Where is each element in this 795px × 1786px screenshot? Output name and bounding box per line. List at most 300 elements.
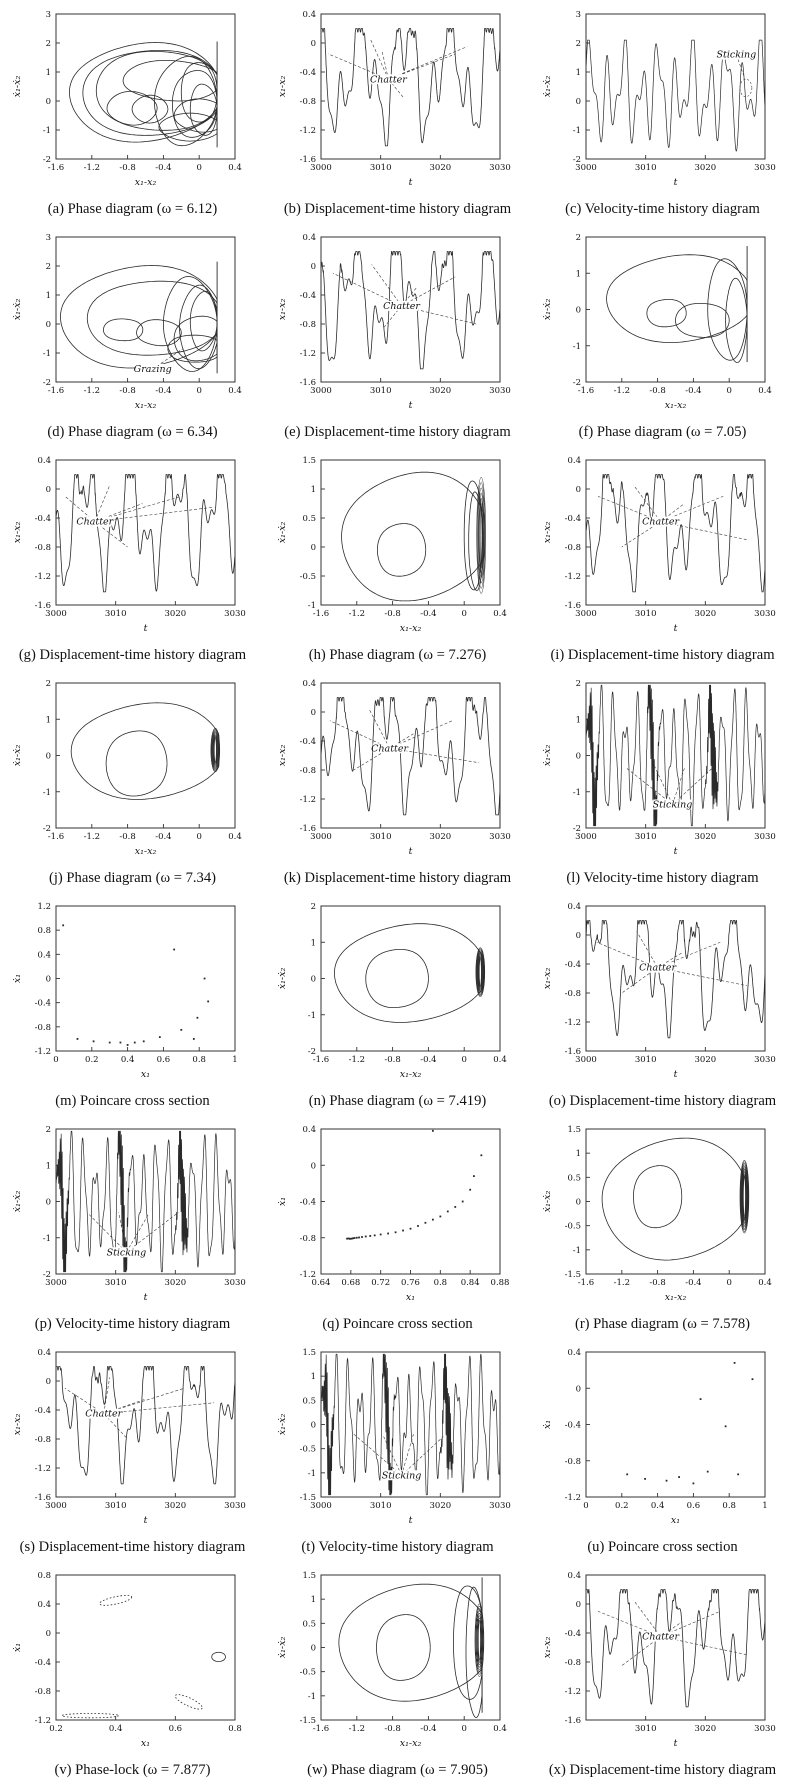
svg-text:3000: 3000 (310, 1501, 332, 1511)
svg-text:3010: 3010 (369, 386, 392, 396)
plot-k (265, 671, 530, 868)
svg-text:0.8: 0.8 (433, 1278, 448, 1288)
panel-p (0, 1117, 265, 1340)
svg-text:3010: 3010 (634, 832, 657, 842)
svg-text:1: 1 (575, 1149, 581, 1160)
x-axis-label: x₁-x₂ (134, 177, 157, 188)
svg-text:0.76: 0.76 (401, 1278, 420, 1288)
svg-text:-2: -2 (42, 155, 51, 165)
svg-text:3020: 3020 (164, 1278, 187, 1288)
svg-text:2: 2 (45, 1125, 51, 1135)
svg-text:-0.8: -0.8 (384, 1724, 401, 1734)
svg-text:0.8: 0.8 (37, 926, 51, 937)
svg-text:-1: -1 (572, 126, 581, 136)
svg-text:-0.8: -0.8 (299, 97, 316, 107)
plot-g (0, 448, 265, 645)
svg-text:-2: -2 (572, 378, 581, 388)
panel-d (0, 225, 265, 448)
panel-c (530, 2, 795, 225)
svg-text:-1.2: -1.2 (613, 386, 630, 396)
svg-text:3030: 3030 (489, 163, 511, 173)
svg-text:-1.2: -1.2 (299, 795, 316, 805)
svg-text:0.4: 0.4 (758, 386, 772, 396)
annotation-sticking: Sticking (652, 799, 693, 811)
panel-s (0, 1340, 265, 1563)
svg-text:0.4: 0.4 (37, 950, 51, 961)
svg-text:0.4: 0.4 (37, 456, 51, 466)
svg-text:0: 0 (310, 39, 316, 49)
svg-text:1: 1 (232, 1055, 238, 1065)
svg-text:0.4: 0.4 (567, 1571, 581, 1581)
svg-text:-1.6: -1.6 (299, 155, 316, 165)
svg-text:-0.5: -0.5 (299, 1444, 316, 1455)
panel-n (265, 894, 530, 1117)
svg-text:-1.2: -1.2 (348, 609, 365, 619)
caption-m: (m) Poincare cross section (55, 1093, 210, 1109)
svg-text:3020: 3020 (694, 609, 717, 619)
panel-h (265, 448, 530, 671)
svg-text:-1.6: -1.6 (564, 1047, 581, 1057)
svg-text:-0.8: -0.8 (299, 320, 316, 330)
caption-n: (n) Phase diagram (ω = 7.419) (308, 1093, 487, 1109)
svg-text:3030: 3030 (489, 386, 511, 396)
caption-d: (d) Phase diagram (ω = 6.34) (47, 424, 218, 440)
x-axis-label: t (408, 177, 413, 188)
svg-text:3: 3 (45, 233, 51, 243)
svg-text:-0.4: -0.4 (155, 832, 172, 842)
y-axis-label: ẋ₁-ẋ₂ (277, 521, 288, 544)
svg-text:-0.4: -0.4 (420, 1055, 437, 1065)
svg-text:0.5: 0.5 (567, 1173, 581, 1184)
svg-text:0: 0 (45, 1197, 51, 1208)
svg-text:-2: -2 (42, 824, 51, 834)
x-axis-label: x₁-x₂ (664, 400, 687, 411)
caption-r: (r) Phase diagram (ω = 7.578) (574, 1316, 751, 1332)
x-axis-label: x₁-x₂ (134, 846, 157, 857)
svg-text:0: 0 (53, 1055, 59, 1065)
svg-text:2: 2 (310, 902, 316, 912)
x-axis-label: x₁ (140, 1069, 151, 1080)
panel-b (265, 2, 530, 225)
y-axis-label: x₁-x₂ (12, 521, 23, 544)
svg-text:1: 1 (45, 291, 51, 301)
svg-text:-1.2: -1.2 (83, 163, 100, 173)
svg-text:-0.8: -0.8 (34, 543, 51, 553)
x-axis-label: t (143, 1515, 148, 1526)
x-axis-label: t (673, 623, 678, 634)
y-axis-label: ẋ₁-ẋ₂ (277, 967, 288, 990)
panel-q (265, 1117, 530, 1340)
svg-text:3010: 3010 (634, 609, 657, 619)
svg-text:-0.8: -0.8 (119, 163, 136, 173)
svg-text:-0.8: -0.8 (564, 1456, 581, 1467)
svg-text:3020: 3020 (429, 386, 452, 396)
x-axis-label: t (673, 1738, 678, 1749)
caption-o: (o) Displacement-time history diagram (548, 1093, 777, 1109)
x-axis-label: t (673, 846, 678, 857)
svg-text:0.4: 0.4 (228, 386, 242, 396)
svg-text:-1: -1 (42, 787, 51, 798)
svg-text:0: 0 (575, 305, 581, 316)
svg-text:1: 1 (45, 68, 51, 78)
svg-text:-1.6: -1.6 (34, 601, 51, 611)
svg-text:1.5: 1.5 (302, 1571, 316, 1581)
caption-v: (v) Phase-lock (ω = 7.877) (54, 1762, 211, 1778)
svg-text:-0.4: -0.4 (420, 609, 437, 619)
annotation-chatter: Chatter (85, 1408, 123, 1420)
svg-text:3010: 3010 (104, 1501, 127, 1511)
svg-text:3030: 3030 (489, 832, 511, 842)
svg-text:3020: 3020 (164, 1501, 187, 1511)
plot-t (265, 1340, 530, 1537)
svg-text:1: 1 (310, 938, 316, 949)
x-axis-label: t (408, 1515, 413, 1526)
svg-text:0.68: 0.68 (341, 1278, 361, 1288)
svg-text:0: 0 (310, 262, 316, 272)
svg-text:-0.4: -0.4 (685, 386, 702, 396)
svg-text:3020: 3020 (429, 163, 452, 173)
svg-text:-1: -1 (42, 349, 51, 359)
x-axis-label: x₁ (670, 1515, 681, 1526)
svg-text:-0.4: -0.4 (420, 1724, 437, 1734)
annotation-grazing: Grazing (133, 363, 172, 375)
svg-text:-1: -1 (42, 1233, 51, 1244)
svg-text:3030: 3030 (224, 609, 246, 619)
svg-text:3020: 3020 (429, 1501, 452, 1511)
svg-text:0: 0 (461, 1724, 467, 1734)
panel-r (530, 1117, 795, 1340)
plot-u (530, 1340, 795, 1537)
panel-x (530, 1563, 795, 1786)
svg-text:0.4: 0.4 (302, 233, 316, 243)
svg-text:-0.8: -0.8 (384, 1055, 401, 1065)
caption-c: (c) Velocity-time history diagram (565, 201, 760, 217)
caption-b: (b) Displacement-time history diagram (283, 201, 512, 217)
svg-text:-1.6: -1.6 (47, 832, 65, 842)
y-axis-label: x₁-x₂ (12, 1413, 23, 1436)
svg-text:-0.8: -0.8 (34, 1435, 51, 1445)
svg-text:-1.6: -1.6 (577, 1278, 595, 1288)
svg-text:-1.5: -1.5 (564, 1270, 581, 1280)
svg-text:3010: 3010 (634, 163, 657, 173)
svg-text:-0.8: -0.8 (299, 766, 316, 776)
svg-text:-1.6: -1.6 (47, 163, 65, 173)
svg-text:-1: -1 (307, 1468, 316, 1479)
y-axis-label: ẋ₁-ẋ₂ (12, 298, 23, 321)
svg-text:-0.8: -0.8 (119, 386, 136, 396)
y-axis-label: ẋ₁-ẋ₂ (542, 744, 553, 767)
svg-text:-0.8: -0.8 (119, 832, 136, 842)
svg-text:-0.8: -0.8 (649, 386, 666, 396)
svg-text:0: 0 (45, 751, 51, 762)
svg-text:0: 0 (45, 974, 51, 985)
svg-text:0.8: 0.8 (192, 1055, 206, 1065)
y-axis-label: ẋ₁-ẋ₂ (542, 298, 553, 321)
panel-w (265, 1563, 530, 1786)
caption-i: (i) Displacement-time history diagram (550, 647, 775, 663)
annotation-sticking: Sticking (106, 1247, 147, 1259)
svg-text:3030: 3030 (489, 1501, 511, 1511)
svg-text:3020: 3020 (694, 832, 717, 842)
svg-text:-1.2: -1.2 (348, 1055, 365, 1065)
caption-u: (u) Poincare cross section (587, 1539, 738, 1555)
svg-text:-1.6: -1.6 (299, 824, 316, 834)
x-axis-label: x₁-x₂ (664, 1292, 687, 1303)
y-axis-label: x₁-x₂ (277, 75, 288, 98)
svg-text:0.4: 0.4 (120, 1055, 135, 1065)
panel-e (265, 225, 530, 448)
y-axis-label: x₁-x₂ (542, 1636, 553, 1659)
svg-text:-0.8: -0.8 (34, 1687, 51, 1697)
svg-text:0: 0 (575, 485, 581, 495)
svg-text:-0.8: -0.8 (299, 1233, 316, 1244)
svg-text:3010: 3010 (369, 1501, 392, 1511)
plot-f (530, 225, 795, 422)
panel-t (265, 1340, 530, 1563)
svg-text:-2: -2 (42, 378, 51, 388)
caption-h: (h) Phase diagram (ω = 7.276) (308, 647, 487, 663)
svg-text:-0.5: -0.5 (299, 1667, 316, 1678)
svg-text:1: 1 (762, 1501, 768, 1511)
svg-text:0.4: 0.4 (302, 679, 316, 689)
svg-text:0.4: 0.4 (567, 902, 581, 912)
annotation-chatter: Chatter (642, 516, 680, 528)
svg-text:3030: 3030 (224, 1278, 246, 1288)
svg-text:0: 0 (310, 1643, 316, 1654)
annotation-chatter: Chatter (76, 516, 114, 528)
caption-g: (g) Displacement-time history diagram (18, 647, 247, 663)
svg-text:0: 0 (575, 1384, 581, 1395)
plot-v (0, 1563, 265, 1760)
svg-text:0.64: 0.64 (311, 1278, 331, 1288)
svg-text:3010: 3010 (369, 163, 392, 173)
svg-text:-1.2: -1.2 (34, 1047, 51, 1057)
svg-text:-1.2: -1.2 (613, 1278, 630, 1288)
caption-x: (x) Displacement-time history diagram (548, 1762, 777, 1778)
svg-text:3030: 3030 (754, 832, 776, 842)
panel-l (530, 671, 795, 894)
svg-text:0: 0 (726, 1278, 732, 1288)
svg-text:0.8: 0.8 (37, 1571, 51, 1581)
svg-text:0: 0 (575, 97, 581, 107)
svg-text:2: 2 (575, 679, 581, 689)
svg-text:0.4: 0.4 (228, 832, 242, 842)
plot-o (530, 894, 795, 1091)
y-axis-label: ẋ₁-ẋ₂ (542, 75, 553, 98)
svg-text:0: 0 (575, 931, 581, 941)
svg-text:-1.5: -1.5 (299, 1493, 316, 1503)
plot-a (0, 2, 265, 199)
caption-f: (f) Phase diagram (ω = 7.05) (578, 424, 747, 440)
svg-text:-1.6: -1.6 (577, 386, 595, 396)
annotation-chatter: Chatter (383, 300, 420, 312)
svg-text:0.4: 0.4 (567, 1348, 581, 1358)
svg-text:-2: -2 (572, 155, 581, 165)
svg-text:-0.4: -0.4 (564, 514, 581, 524)
plot-e (265, 225, 530, 422)
svg-text:-0.4: -0.4 (155, 386, 172, 396)
panel-g (0, 448, 265, 671)
svg-text:-2: -2 (307, 1047, 316, 1057)
svg-text:0.4: 0.4 (37, 1600, 51, 1610)
svg-text:1: 1 (310, 1372, 316, 1383)
caption-p: (p) Velocity-time history diagram (34, 1316, 231, 1332)
svg-text:0.5: 0.5 (302, 514, 316, 524)
y-axis-label: ẋ₁-ẋ₂ (12, 1190, 23, 1213)
svg-text:0.4: 0.4 (37, 1348, 51, 1358)
svg-text:0: 0 (310, 1420, 316, 1431)
svg-text:0: 0 (726, 386, 732, 396)
svg-text:0.4: 0.4 (758, 1278, 772, 1288)
y-axis-label: ẋ₁-ẋ₂ (12, 75, 23, 98)
plot-s (0, 1340, 265, 1537)
svg-text:-1: -1 (307, 1691, 316, 1702)
annotation-chatter: Chatter (369, 74, 407, 86)
svg-text:3030: 3030 (754, 1055, 776, 1065)
svg-text:0: 0 (45, 485, 51, 495)
svg-text:3010: 3010 (104, 609, 127, 619)
y-axis-label: ẋ₁-ẋ₂ (277, 1636, 288, 1659)
svg-text:0: 0 (196, 386, 202, 396)
svg-text:-0.4: -0.4 (299, 1197, 316, 1208)
y-axis-label: x₁-x₂ (277, 298, 288, 321)
annotation-sticking: Sticking (381, 1470, 422, 1482)
svg-text:-0.8: -0.8 (564, 1658, 581, 1668)
svg-text:-0.4: -0.4 (34, 1406, 51, 1416)
svg-text:-0.4: -0.4 (299, 291, 316, 301)
y-axis-label: x₁-x₂ (542, 967, 553, 990)
svg-text:0: 0 (45, 320, 51, 330)
svg-text:3: 3 (45, 10, 51, 20)
caption-a: (a) Phase diagram (ω = 6.12) (47, 201, 218, 217)
svg-text:0: 0 (310, 708, 316, 718)
svg-text:3030: 3030 (754, 163, 776, 173)
caption-t: (t) Velocity-time history diagram (301, 1539, 494, 1555)
panel-o (530, 894, 795, 1117)
svg-text:0.5: 0.5 (302, 1396, 316, 1407)
svg-text:0.88: 0.88 (490, 1278, 510, 1288)
svg-text:-0.4: -0.4 (299, 68, 316, 78)
plot-l (530, 671, 795, 868)
panel-u (530, 1340, 795, 1563)
svg-text:0: 0 (461, 609, 467, 619)
svg-text:0: 0 (45, 1629, 51, 1639)
svg-text:2: 2 (575, 39, 581, 49)
svg-text:-1: -1 (572, 787, 581, 798)
svg-text:-1.2: -1.2 (348, 1724, 365, 1734)
y-axis-label: ẋ₁ (12, 1642, 23, 1653)
svg-text:-1.6: -1.6 (312, 1724, 330, 1734)
svg-text:1: 1 (45, 1161, 51, 1172)
svg-text:-1.6: -1.6 (34, 1493, 51, 1503)
svg-text:2: 2 (575, 233, 581, 243)
svg-text:3000: 3000 (310, 163, 332, 173)
svg-text:3000: 3000 (45, 1278, 67, 1288)
plot-w (265, 1563, 530, 1760)
svg-text:-1.2: -1.2 (83, 386, 100, 396)
x-axis-label: t (408, 846, 413, 857)
svg-text:3000: 3000 (575, 1055, 597, 1065)
svg-text:-1.2: -1.2 (299, 349, 316, 359)
svg-text:0: 0 (310, 543, 316, 553)
panel-m (0, 894, 265, 1117)
svg-text:0: 0 (196, 832, 202, 842)
svg-text:-1: -1 (572, 1245, 581, 1256)
svg-text:-1.6: -1.6 (564, 601, 581, 611)
svg-text:-1.2: -1.2 (299, 1270, 316, 1280)
svg-text:3000: 3000 (310, 386, 332, 396)
plot-n (265, 894, 530, 1091)
svg-text:-1: -1 (42, 126, 51, 136)
plot-d (0, 225, 265, 422)
svg-text:0.4: 0.4 (493, 1724, 507, 1734)
x-axis-label: t (143, 623, 148, 634)
svg-text:-0.4: -0.4 (685, 1278, 702, 1288)
svg-text:3000: 3000 (45, 1501, 67, 1511)
svg-text:0.4: 0.4 (302, 1125, 316, 1135)
svg-text:-1.2: -1.2 (564, 572, 581, 582)
svg-text:-0.4: -0.4 (564, 960, 581, 970)
svg-text:0.8: 0.8 (722, 1501, 736, 1511)
svg-text:-1.2: -1.2 (299, 126, 316, 136)
svg-text:-0.8: -0.8 (34, 1022, 51, 1033)
svg-text:0.4: 0.4 (108, 1724, 123, 1734)
svg-text:3030: 3030 (224, 1501, 246, 1511)
caption-s: (s) Displacement-time history diagram (19, 1539, 246, 1555)
svg-text:0: 0 (310, 974, 316, 985)
svg-text:0.4: 0.4 (228, 163, 242, 173)
svg-text:0: 0 (45, 97, 51, 107)
svg-text:3020: 3020 (694, 1724, 717, 1734)
svg-text:0.4: 0.4 (493, 1055, 507, 1065)
svg-text:0: 0 (461, 1055, 467, 1065)
svg-text:-0.8: -0.8 (564, 989, 581, 999)
svg-text:0.4: 0.4 (567, 456, 581, 466)
caption-q: (q) Poincare cross section (322, 1316, 473, 1332)
y-axis-label: x₁-x₂ (277, 744, 288, 767)
svg-text:-1.6: -1.6 (564, 1716, 581, 1726)
svg-text:-0.8: -0.8 (564, 543, 581, 553)
panel-v (0, 1563, 265, 1786)
svg-text:0.6: 0.6 (168, 1724, 183, 1734)
panel-i (530, 448, 795, 671)
x-axis-label: t (673, 1069, 678, 1080)
svg-text:-1.2: -1.2 (564, 1018, 581, 1028)
plot-p (0, 1117, 265, 1314)
plot-b (265, 2, 530, 199)
svg-text:1.2: 1.2 (37, 902, 51, 912)
svg-text:0.84: 0.84 (460, 1278, 480, 1288)
svg-text:3000: 3000 (45, 609, 67, 619)
plot-i (530, 448, 795, 645)
svg-text:-0.5: -0.5 (299, 572, 316, 582)
svg-text:3000: 3000 (575, 609, 597, 619)
y-axis-label: ẋ₁ (277, 1196, 288, 1207)
svg-text:-0.8: -0.8 (384, 609, 401, 619)
svg-text:3: 3 (575, 10, 581, 20)
svg-text:3010: 3010 (634, 1055, 657, 1065)
svg-text:1: 1 (575, 715, 581, 726)
svg-text:-0.4: -0.4 (34, 998, 51, 1009)
y-axis-label: ẋ₁-ẋ₂ (12, 744, 23, 767)
svg-text:-1.6: -1.6 (47, 386, 65, 396)
svg-text:-1.6: -1.6 (299, 378, 316, 388)
svg-text:2: 2 (45, 679, 51, 689)
svg-text:0: 0 (196, 163, 202, 173)
svg-text:0.5: 0.5 (302, 1619, 316, 1630)
panel-a (0, 2, 265, 225)
svg-text:0.2: 0.2 (49, 1724, 63, 1734)
